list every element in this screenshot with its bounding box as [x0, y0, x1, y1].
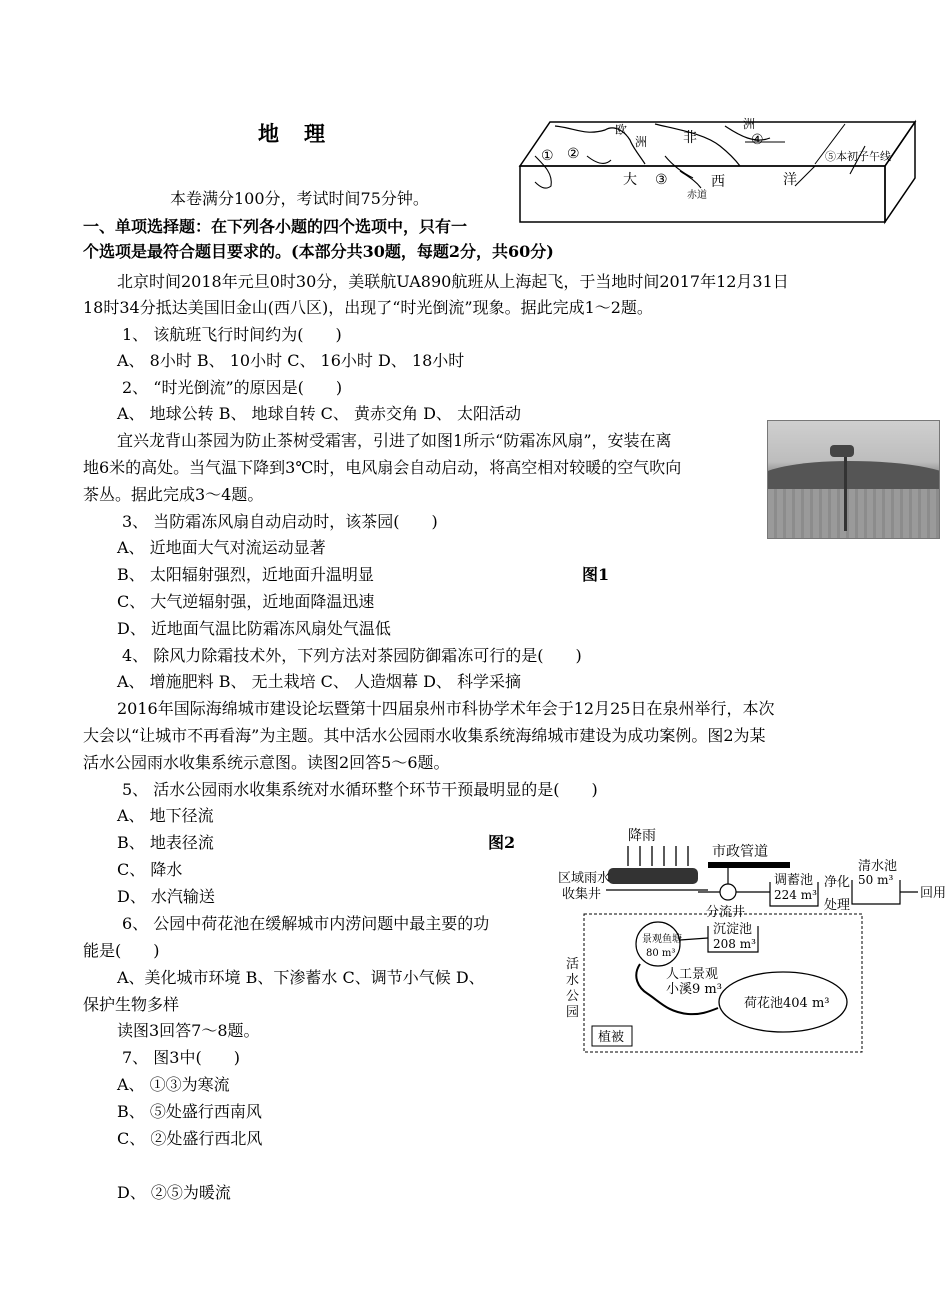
passage-2-line-2: 地6米的高处。当气温下降到3℃时，电风扇会自动启动，将高空相对较暖的空气吹向	[83, 458, 682, 477]
page-title: 地 理	[258, 121, 327, 146]
fig2-municipal-pipe	[708, 862, 790, 868]
fig2-lotus-label: 荷花池404 m³	[744, 996, 830, 1011]
fig2-split-well	[720, 884, 736, 900]
q7-option-d: D、 ②⑤为暖流	[117, 1183, 231, 1202]
q7-stem: 7、 图3中( )	[122, 1048, 240, 1067]
section-heading-1: 一、单项选择题：在下列各小题的四个选项中，只有一	[83, 217, 468, 236]
fig2-veg-label: 植被	[598, 1030, 625, 1045]
fig2-collect-2: 收集井	[562, 887, 602, 902]
q7-option-b: B、 ⑤处盛行西南风	[117, 1102, 262, 1121]
passage-4: 读图3回答7～8题。	[117, 1021, 260, 1040]
passage-1-line-2: 18时34分抵达美国旧金山(西八区)，出现了“时光倒流”现象。据此完成1～2题。	[83, 298, 653, 317]
q3-option-c: C、 大气逆辐射强，近地面降温迅速	[117, 592, 375, 611]
fig3-label-5-meridian: ⑤本初子午线	[825, 150, 891, 163]
fig3-label-4: ④	[751, 132, 764, 148]
figure-2-label: 图2	[488, 833, 516, 852]
q2-options: A、 地球公转 B、 地球自转 C、 黄赤交角 D、 太阳活动	[117, 404, 521, 423]
fig2-municipal-label: 市政管道	[712, 844, 768, 860]
fig2-settle-name: 沉淀池	[713, 922, 753, 937]
q6-options-line-2: 保护生物多样	[83, 995, 180, 1014]
fig2-park-3: 公	[566, 989, 580, 1004]
passage-2-line-1: 宜兴龙背山茶园为防止茶树受霜害，引进了如图1所示“防霜冻风扇”，安装在离	[117, 431, 672, 450]
fig3-label-zhou-top: 洲	[743, 117, 756, 131]
q3-stem: 3、 当防霜冻风扇自动启动时，该茶园( )	[122, 512, 438, 531]
fig3-label-2: ②	[567, 146, 580, 162]
fig2-fish-vol: 80 m³	[646, 948, 676, 959]
q5-stem: 5、 活水公园雨水收集系统对水循环整个环节干预最明显的是( )	[122, 780, 598, 799]
figure-3-ocean-currents	[515, 116, 920, 228]
q6-stem-line-1: 6、 公园中荷花池在缓解城市内涝问题中最主要的功	[122, 914, 490, 933]
fig3-label-1: ①	[541, 148, 554, 164]
passage-3-line-3: 活水公园雨水收集系统示意图。读图2回答5～6题。	[83, 753, 450, 772]
fig3-label-equator: 赤道	[687, 190, 707, 201]
fig2-reuse-label: 回用	[920, 886, 947, 901]
q7-option-a: A、 ①③为寒流	[117, 1075, 230, 1094]
figure-2-rainwater-system	[548, 826, 948, 1054]
q4-stem: 4、 除风力除霜技术外，下列方法对茶园防御霜冻可行的是( )	[122, 646, 582, 665]
fig2-fish-name: 景观鱼塘	[642, 934, 682, 945]
fig2-park-2: 水	[566, 973, 580, 988]
fig2-park-4: 园	[566, 1005, 580, 1020]
fig2-collect-1: 区域雨水	[558, 871, 611, 886]
figure-1-photo	[767, 420, 940, 539]
q5-option-c: C、 降水	[117, 860, 183, 879]
fig2-rain-label: 降雨	[628, 828, 656, 844]
passage-1-line-1: 北京时间2018年元旦0时30分，美联航UA890航班从上海起飞，于当地时间2017年12月31日	[117, 272, 789, 291]
fig2-stream-2: 小溪9 m³	[666, 982, 722, 997]
fig2-tank-vol: 224 m³	[774, 888, 817, 902]
q6-options-line-1: A、美化城市环境 B、下渗蓄水 C、调节小气候 D、	[117, 968, 485, 987]
q3-option-d: D、 近地面气温比防霜冻风扇处气温低	[117, 619, 391, 638]
q4-options: A、 增施肥料 B、 无土栽培 C、 人造烟幕 D、 科学采摘	[117, 672, 521, 691]
fig3-label-zhou: 洲	[635, 135, 648, 149]
q1-stem: 1、 该航班飞行时间约为( )	[122, 325, 342, 344]
fig3-label-yang: 洋	[783, 172, 797, 188]
fig3-label-fei: 非	[683, 130, 697, 146]
section-heading-2: 个选项是最符合题目要求的。(本部分共30题，每题2分，共60分)	[83, 242, 554, 261]
fig2-split-label: 分流井	[706, 905, 746, 920]
q5-option-a: A、 地下径流	[117, 806, 214, 825]
fig3-label-ou: 欧	[615, 123, 628, 137]
fig2-purify-2: 处理	[824, 898, 851, 913]
q2-stem: 2、 “时光倒流”的原因是( )	[122, 378, 343, 397]
fig2-tank-name: 调蓄池	[774, 873, 814, 888]
fig2-park-1: 活	[566, 957, 580, 972]
q3-option-a: A、 近地面大气对流运动显著	[117, 538, 326, 557]
fig2-clear-vol: 50 m³	[858, 873, 894, 887]
passage-3-line-2: 大会以“让城市不再看海”为主题。其中活水公园雨水收集系统海绵城市建设为成功案例。图2为某	[83, 726, 766, 745]
fig2-clear-name: 清水池	[858, 859, 898, 874]
fig3-label-da: 大	[623, 172, 637, 188]
passage-2-line-3: 茶丛。据此完成3～4题。	[83, 485, 264, 504]
q3-option-b: B、 太阳辐射强烈，近地面升温明显	[117, 565, 374, 584]
q5-option-b: B、 地表径流	[117, 833, 214, 852]
fig3-label-xi: 西	[711, 174, 725, 190]
exam-intro: 本卷满分100分，考试时间75分钟。	[170, 189, 429, 208]
fig3-label-3: ③	[655, 172, 668, 188]
fig2-purify-1: 净化	[824, 875, 851, 890]
passage-3-line-1: 2016年国际海绵城市建设论坛暨第十四届泉州市科协学术年会于12月25日在泉州举行，本次	[117, 699, 775, 718]
q5-option-d: D、 水汽输送	[117, 887, 215, 906]
fig2-collection-wells	[608, 868, 698, 884]
q6-stem-line-2: 能是( )	[83, 941, 160, 960]
q7-option-c: C、 ②处盛行西北风	[117, 1129, 263, 1148]
fig2-settle-vol: 208 m³	[713, 937, 756, 951]
fig2-stream-1: 人工景观	[666, 967, 719, 982]
figure-1-label: 图1	[582, 565, 610, 584]
q1-options: A、 8小时 B、 10小时 C、 16小时 D、 18小时	[117, 351, 465, 370]
